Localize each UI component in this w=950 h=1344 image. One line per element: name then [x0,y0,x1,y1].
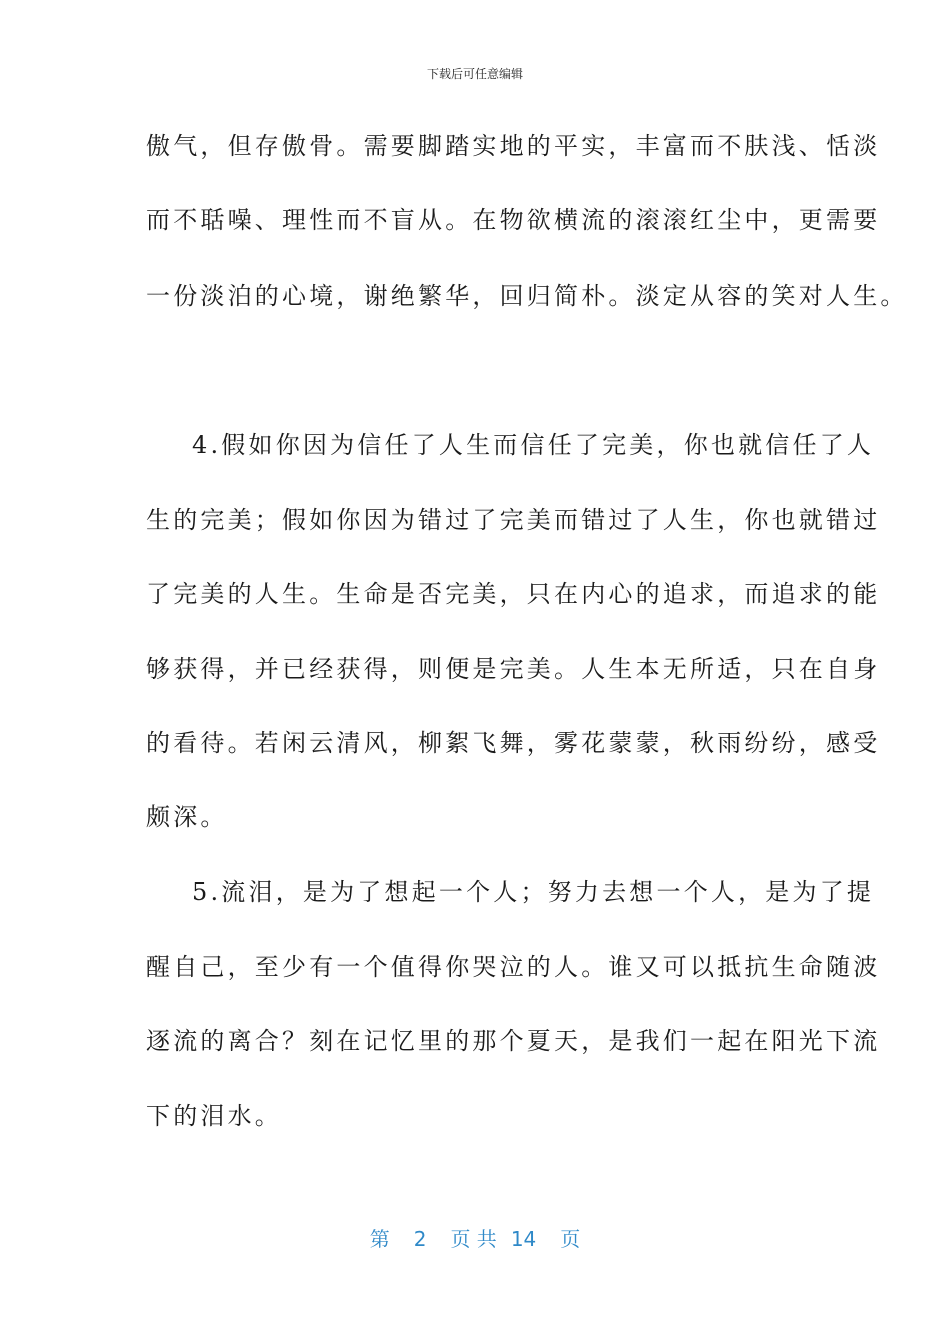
paragraph-2-line-2: 生的完美；假如你因为错过了完美而错过了人生，你也就错过 [146,506,881,534]
footer-page-number: 2 [413,1227,427,1251]
paragraph-2-line-3: 了完美的人生。生命是否完美，只在内心的追求，而追求的能 [146,580,881,608]
paragraph-2-line-1: 4.假如你因为信任了人生而信任了完美，你也就信任了人 [192,431,875,459]
footer-total-pages: 14 [510,1227,537,1251]
paragraph-2-line-4: 够获得，并已经获得，则便是完美。人生本无所适，只在自身 [146,655,881,683]
paragraph-1-line-2: 而不聒噪、理性而不盲从。在物欲横流的滚滚红尘中，更需要 [146,206,881,234]
paragraph-3-line-1: 5.流泪，是为了想起一个人；努力去想一个人，是为了提 [192,878,875,906]
paragraph-2-line-5: 的看待。若闲云清风，柳絮飞舞，雾花蒙蒙，秋雨纷纷，感受 [146,729,881,757]
footer-middle: 页 共 [450,1227,497,1251]
paragraph-1-line-3: 一份淡泊的心境，谢绝繁华，回归简朴。淡定从容的笑对人生。 [146,282,908,310]
paragraph-3-line-2: 醒自己，至少有一个值得你哭泣的人。谁又可以抵抗生命随波 [146,953,881,981]
paragraph-3-line-3: 逐流的离合？刻在记忆里的那个夏天，是我们一起在阳光下流 [146,1027,881,1055]
paragraph-2-line-6: 颇深。 [146,803,228,831]
page-header: 下载后可任意编辑 [426,67,523,81]
paragraph-3-line-4: 下的泪水。 [146,1102,282,1130]
footer-suffix: 页 [560,1227,581,1251]
footer-prefix: 第 [369,1227,390,1251]
paragraph-1-line-1: 傲气，但存傲骨。需要脚踏实地的平实，丰富而不肤浅、恬淡 [146,132,881,160]
page-footer [0,1226,950,1252]
